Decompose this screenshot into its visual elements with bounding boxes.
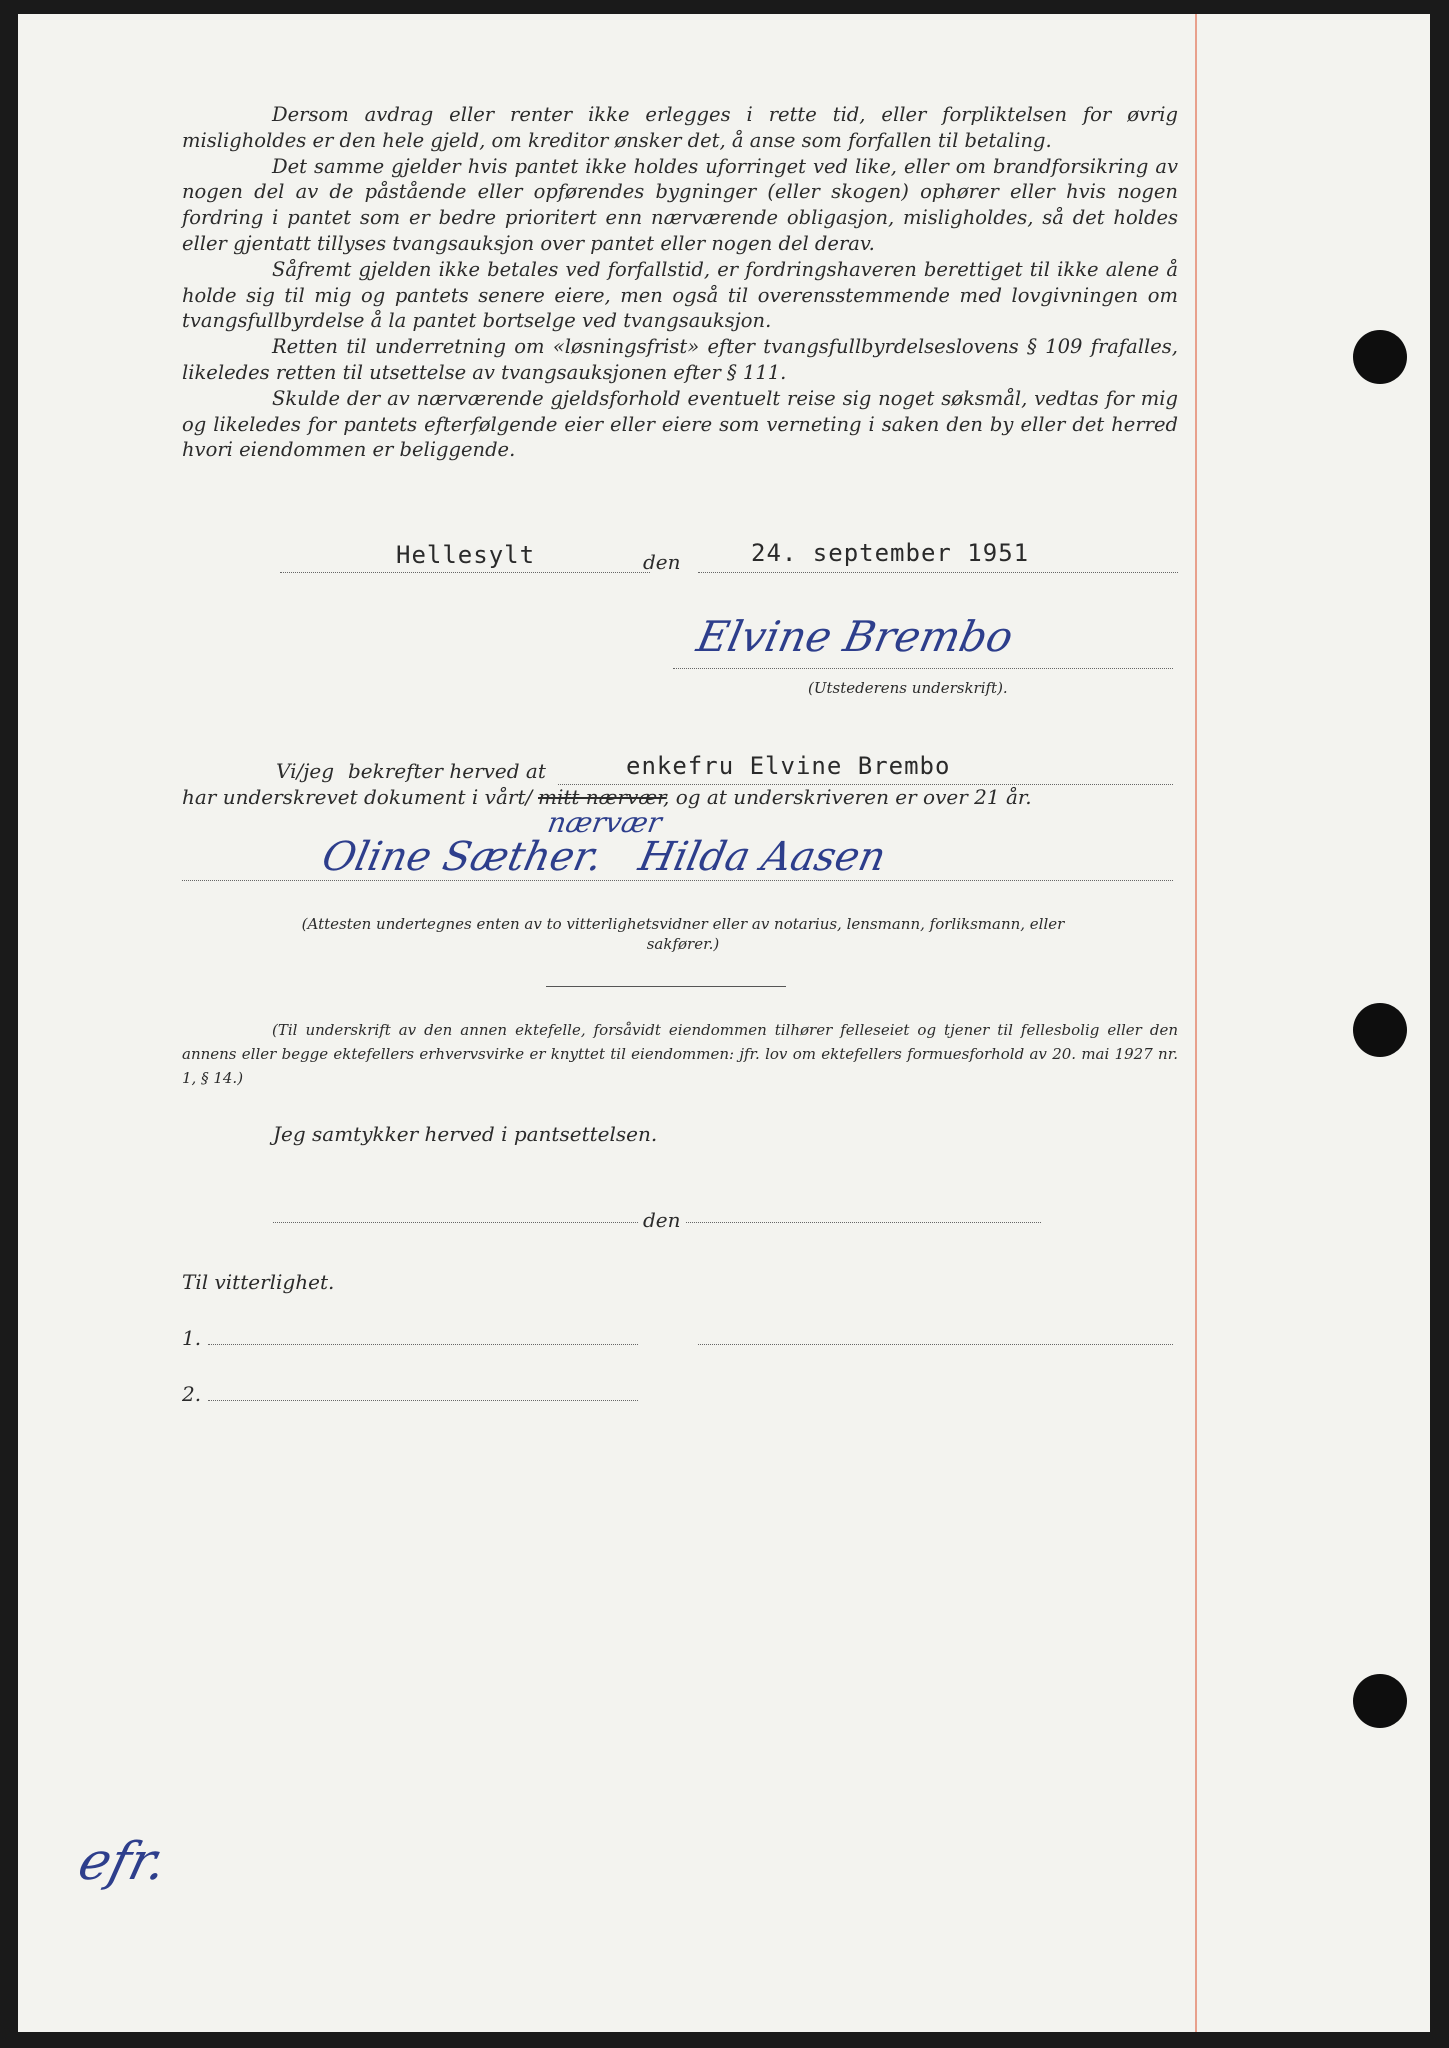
struck-text: mitt nærvær — [538, 785, 667, 809]
witness-confirm: bekrefter herved at — [348, 759, 546, 783]
witness-prefix: Vi/jeg — [276, 759, 335, 783]
margin-initials: efr. — [72, 1832, 174, 1892]
witness-line2-suffix: , og at underskriveren er over 21 år. — [663, 785, 1032, 809]
witness-2-line — [208, 1400, 638, 1401]
den-label: den — [643, 550, 681, 574]
paragraph-default: Dersom avdrag eller renter ikke erlegges i rette tid, eller forpliktelsen for øvrig misligholdes er den hele gjeld, om kreditor ønsker det, å anse som forfallen til betaling. — [182, 103, 1178, 152]
issuer-signature: Elvine Brembo — [692, 612, 1018, 661]
witness-line2-prefix: har underskrevet dokument i vårt/ — [182, 785, 533, 809]
terms-text — [182, 102, 1178, 463]
margin-rule — [1195, 14, 1197, 2032]
consent-place-line — [273, 1222, 638, 1223]
handwritten-correction: nærvær — [545, 806, 665, 839]
separator-rule — [546, 986, 786, 987]
witness-signatures: Oline Sæther. Hilda Aasen — [318, 834, 890, 880]
place-dotted-line — [280, 572, 650, 573]
attest-note: (Attesten undertegnes enten av to vitterlighetsvidner eller av notarius, lensmann, forliksmann, eller sakfører.) — [301, 915, 1065, 953]
punch-hole — [1353, 1003, 1407, 1057]
punch-hole — [1353, 1674, 1407, 1728]
date-dotted-line — [698, 572, 1178, 573]
paragraph-maintenance: Det samme gjelder hvis pantet ikke holdes uforringet ved like, eller om brandforsikring av nogen del av de påstående eller opførendes bygninger (eller skogen) ophører eller hvis nogen fordring i pantet som er bedre prioritert enn nærværende obligasjon, misligholdes, så det holdes eller gjentatt tillyses tvangsauksjon over pantet eller nogen del derav. — [182, 154, 1178, 255]
witness-subject-name: enkefru Elvine Brembo — [626, 752, 951, 780]
paragraph-notice: Retten til underretning om «løsningsfrist» efter tvangsfullbyrdelseslovens § 109 frafalles, likeledes retten til utsettelse av tvangsauksjonen efter § 111. — [182, 335, 1178, 384]
witness-1-line — [208, 1344, 638, 1345]
date: 24. september 1951 — [751, 539, 1030, 567]
witness-1-address-line — [698, 1344, 1173, 1345]
issuer-caption: (Utstederens underskrift). — [808, 679, 1008, 697]
place: Hellesylt — [396, 541, 536, 569]
consent-text: Jeg samtykker herved i pantsettelsen. — [273, 1122, 658, 1146]
witness-number-1: 1. — [182, 1326, 202, 1350]
den-label-2: den — [643, 1208, 681, 1232]
paragraph-due: Såfremt gjelden ikke betales ved forfallstid, er fordringshaveren berettiget til ikke alene å holde sig til mig og pantets senere eiere, men også til overensstemmende med lovgivningen om tvangsfullbyrdelse å la pantet bortselge ved tvangsauksjon. — [182, 257, 1178, 333]
signature-dotted-line — [673, 668, 1173, 669]
paragraph-venue: Skulde der av nærværende gjeldsforhold eventuelt reise sig noget søksmål, vedtas for mig og likeledes for pantets efterfølgende eier eller eiere som verneting i saken den by eller det herred hvori eiendommen er beliggende. — [182, 386, 1178, 462]
witness-number-2: 2. — [182, 1382, 202, 1406]
consent-date-line — [686, 1222, 1041, 1223]
punch-hole — [1353, 330, 1407, 384]
til-vitterlighet: Til vitterlighet. — [182, 1270, 335, 1294]
witness-signature-line — [182, 880, 1173, 881]
document-page — [18, 14, 1430, 2032]
spouse-note: (Til underskrift av den annen ektefelle, forsåvidt eiendommen tilhører felleseiet og tjener til fellesbolig eller den annens eller begge ektefellers erhvervsvirke er knyttet til eiendommen: jfr. lov om ektefellers formuesforhold av 20. mai 1927 nr. 1, § 14.) — [182, 1021, 1178, 1087]
